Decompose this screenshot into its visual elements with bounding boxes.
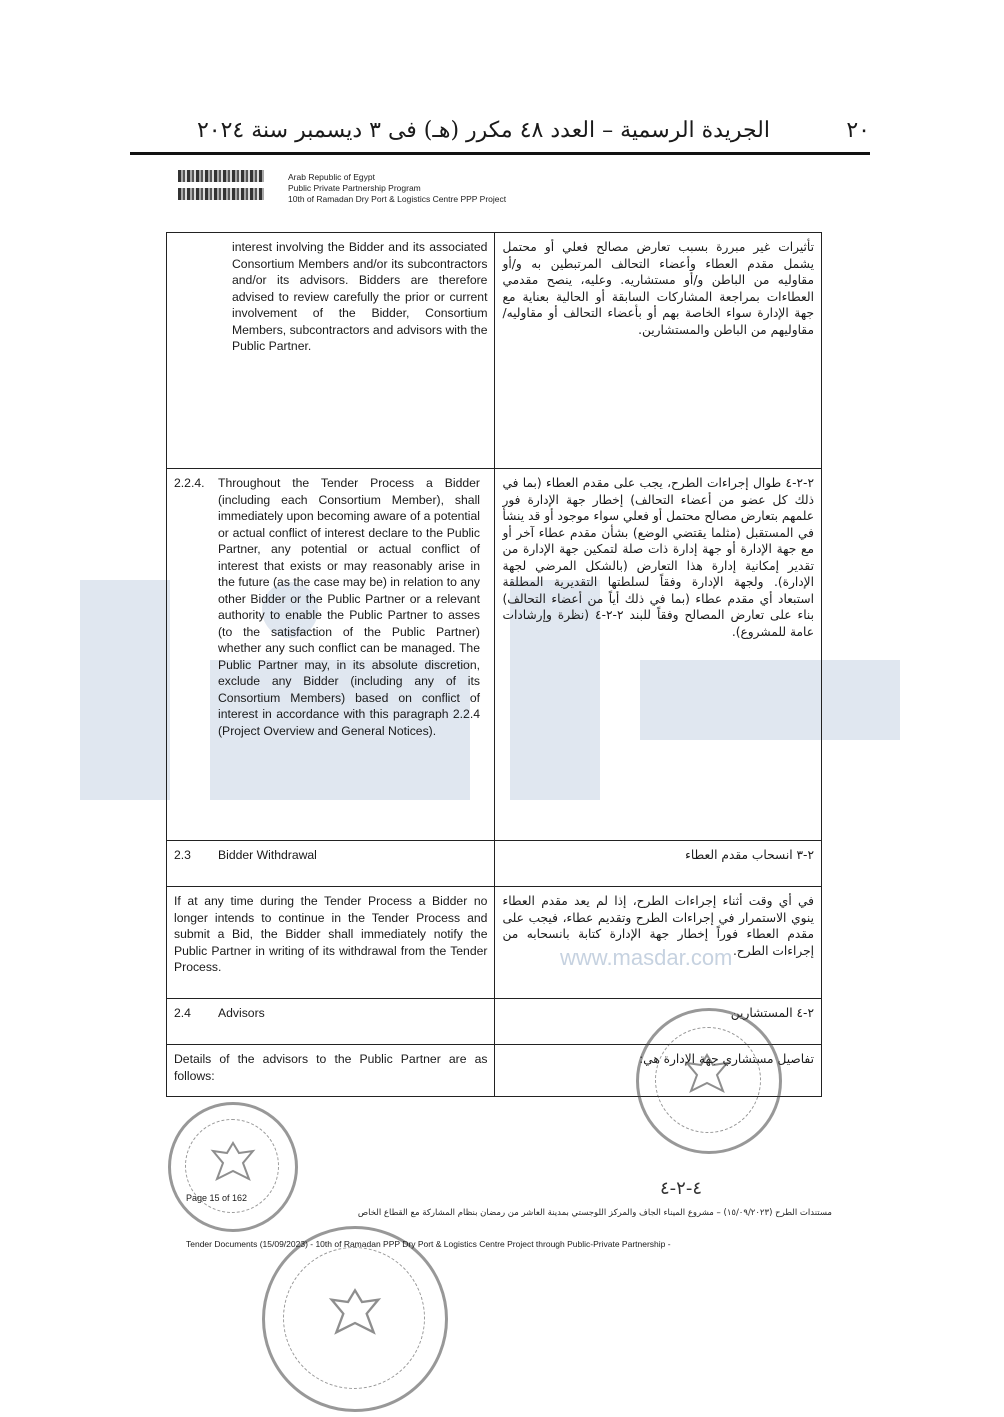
doc-header — [288, 172, 506, 205]
footer-english-line: Tender Documents (15/09/2023) - 10th of Ramadan PPP Dry Port & Logistics Centre Project through Public-Private Partnership - — [186, 1239, 671, 1249]
english-cell — [167, 841, 495, 887]
signature: ٤-٢-٤ — [660, 1178, 703, 1199]
footer-page-number: Page 15 of 162 — [186, 1193, 248, 1203]
clauses-table — [166, 232, 822, 1097]
english-cell: If at any time during the Tender Process a Bidder no longer intends to continue in the Tender Process and submit a Bid, the Bidder shall immediately notify the Public Partner in writing of its withdrawal from the Tender Process. — [167, 887, 495, 999]
arabic-section-title: ٢-٤ المستشارين — [495, 999, 822, 1045]
section-number: 2.3 — [174, 848, 191, 862]
clause-text: interest involving the Bidder and its associated Consortium Members and/or its subcontractors and/or its advisors. Bidders are therefore advised to review carefully the prior or current involvement of the Bidder, Consortium Members, subcontractors and advisors with the Public Partner. — [232, 240, 488, 353]
table-row — [167, 469, 822, 841]
arabic-cell: تفاصيل مستشاري جهة الإدارة هي: — [495, 1045, 822, 1097]
authority-stamp — [636, 1008, 782, 1154]
english-cell: Details of the advisors to the Public Partner are as follows: — [167, 1045, 495, 1097]
eagle-icon — [327, 1285, 383, 1347]
table-row — [167, 887, 822, 999]
gazette-header — [130, 112, 870, 155]
clause-text: Throughout the Tender Process a Bidder (including each Consortium Member), shall immediately upon becoming aware of a potential or actual conflict of interest declare to the Public Partner, any potential or actual conflict of interest that exists or may reasonably arise in the future (as the case may be) in relation to any other Bidder or the Public Partner or a relevant authority to enable the Public Partner to asses (to the satisfaction of the Public Partner) whether any such conflict can be managed. The Public Partner may, in its absolute discretion, exclude any Bidder (including any of its Consortium Members) based on conflict of interest in accordance with this paragraph 2.2.4 (Project Overview and General Notices). — [218, 476, 480, 738]
eagle-icon — [683, 1051, 731, 1103]
doc-header-line3: 10th of Ramadan Dry Port & Logistics Centre PPP Project — [288, 194, 507, 204]
eagle-seal-stamp — [168, 1102, 298, 1232]
english-cell — [167, 999, 495, 1045]
arabic-section-title: ٢-٣ انسحاب مقدم العطاء — [495, 841, 822, 887]
english-cell — [167, 469, 495, 841]
footer-arabic-line: مستندات الطرح (١٥/٠٩/٢٠٢٣) – مشروع الميناء الجاف والمركز اللوجستي بمدينة العاشر من رمضان بنظام المشاركة مع القطاع الخاص — [357, 1208, 832, 1218]
section-heading-row — [167, 841, 822, 887]
arabic-cell: ٢-٢-٤ طوال إجراءات الطرح، يجب على مقدم العطاء (بما في ذلك كل عضو من أعضاء التحالف) إخطار جهة الإدارة فور علمهم بتعارض مصالح محتمل أو فعلي سواء موجود أو قد ينشأ في المستقبل (مثلما يقتضي الوضع) بشأن مقدم عطاء آخر أو مع جهة الإدارة أو جهة إدارة ذات صلة لتمكين جهة الإدارة من تقدير إمكانية إدارة هذا التعارض (بالشكل المرضي لجهة الإدارة). ولجهة الإدارة وفقاً لسلطتها التقديرية المطلقة استبعاد أي مقدم عطاء (بما في ذلك أياً من أعضاء التحالف) بناء على تعارض المصالح وفقاً للبند ٢-٢-٤ (نظرة وإرشادات عامة للمشروع). — [495, 469, 822, 841]
clause-number: 2.2.4. — [174, 476, 205, 490]
arabic-cell: تأثيرات غير مبررة بسبب تعارض مصالح فعلي أو محتمل يشمل مقدم العطاء وأعضاء التحالف المرتبطين به و/أو مقاوليه من الباطن و/أو مستشاريه. وعليه، ينصح مقدمي العطاءات بمراجعة المشاركات السابقة أو الحالية بعناية مع جهة الإدارة سواء الخاصة بهم أو بأعضاء التحالف أو مقاوليه/مقاوليهم من الباطن والمستشارين. — [495, 233, 822, 469]
section-number: 2.4 — [174, 1006, 191, 1020]
table-row — [167, 233, 822, 469]
doc-header-line2: Public Private Partnership Program — [288, 183, 421, 193]
english-cell — [167, 233, 495, 469]
section-title: Bidder Withdrawal — [218, 848, 317, 862]
section-title: Advisors — [218, 1006, 265, 1020]
doc-header-line1: Arab Republic of Egypt — [288, 172, 375, 182]
page-number: ٢٠ — [846, 118, 870, 143]
ppp-logo — [178, 170, 264, 210]
eagle-seal-stamp — [262, 1226, 448, 1412]
eagle-icon — [209, 1139, 257, 1191]
watermark-url: www.masdar.com — [560, 945, 733, 970]
gazette-title: الجريدة الرسمية – العدد ٤٨ مكرر (هـ) فى ٣ ديسمبر سنة ٢٠٢٤ — [196, 118, 770, 143]
arabic-cell: في أي وقت أثناء إجراءات الطرح، إذا لم يعد مقدم العطاء ينوي الاستمرار في إجراءات الطرح وتقديم عطاء، فيجب على مقدم العطاء فوراً إخطار جهة الإدارة كتابة بانسحابه من إجراءات الطرح. — [495, 887, 822, 999]
